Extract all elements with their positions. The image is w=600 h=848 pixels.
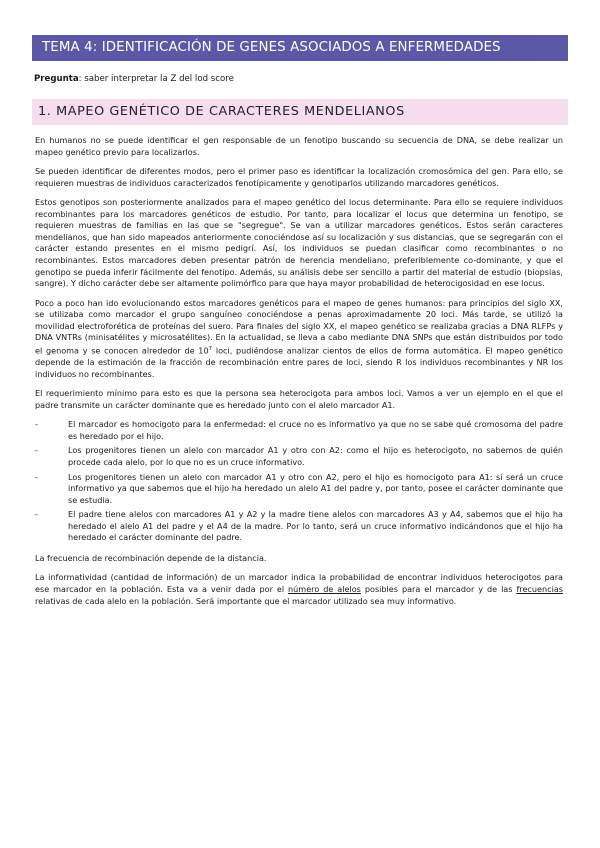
list-item-text: El marcador es homocigoto para la enfermedad: el cruce no es informativo ya que no se sabe qué cromosoma del padre es heredado por el hijo. <box>68 419 563 441</box>
section-heading-bar <box>32 99 568 125</box>
question-text: : saber interpretar la Z del lod score <box>78 74 234 84</box>
paragraph-informativity-part3: relativas de cada alelo en la población. Será importante que el marcador utilizado sea muy informativo. <box>35 595 457 606</box>
list-item <box>35 472 563 507</box>
topic-title: TEMA 4: IDENTIFICACIÓN DE GENES ASOCIADOS A ENFERMEDADES <box>42 40 501 55</box>
underlined-frequencies: frecuencias <box>516 584 563 595</box>
paragraph-marker-evolution-part1: Poco a poco han ido evolucionando estos marcadores genéticos para el mapeo de genes humanos: para principios del siglo XX, se utilizaba como marcador el grupo sanguíneo conociéndose a penas aproximadamente 20 loci. Más tarde, se utilizó la movilidad electroforética de proteínas del suero. Para finales del siglo XX, el mapeo genético se realizaba gracias a DNA RLFPs y DNA VNTRs (minisatélites y microsatélites). En la actualidad, se lleva a cabo mediante DNA SNPs que están distribuidos por todo el genoma y se conocen alrededor de 10 <box>35 297 563 356</box>
question-label: Pregunta <box>34 74 79 84</box>
list-item <box>35 445 563 468</box>
underlined-number-of-alleles: número de alelos <box>288 584 361 595</box>
document-body <box>35 135 563 615</box>
paragraph-identification: Se pueden identificar de diferentes modos, pero el primer paso es identificar la localización cromosómica del gen. Para ello, se requieren muestras de individuos caracterizados fenotípicamente y genotiparlos utilizando marcadores genéticos. <box>35 165 563 188</box>
paragraph-informativity-part2: posibles para el marcador y de las <box>360 584 517 595</box>
bullet-dash: - <box>35 445 38 456</box>
list-item <box>35 509 563 544</box>
list-item-text: Los progenitores tienen un alelo con marcador A1 y otro con A2, pero el hijo es homocigoto para A1: sí será un cruce informativo ya que sabemos que el hijo ha heredado un alelo A1 del padre y, por tanto, posee el carácter dominante que se estudia. <box>68 471 563 505</box>
bullet-dash: - <box>35 509 38 520</box>
paragraph-marker-evolution <box>35 298 563 381</box>
exponent: 7 <box>208 345 213 352</box>
cross-examples-list <box>35 419 563 544</box>
list-item <box>35 419 563 442</box>
section-heading: 1. MAPEO GENÉTICO DE CARACTERES MENDELIANOS <box>38 104 405 119</box>
bullet-dash: - <box>35 419 38 430</box>
paragraph-intro: En humanos no se puede identificar el gen responsable de un fenotipo buscando su secuencia de DNA, se debe realizar un mapeo genético previo para localizarlos. <box>35 135 563 157</box>
paragraph-genotypes: Estos genotipos son posteriormente analizados para el mapeo genético del locus determinante. Para ello se requiere individuos recombinantes para los marcadores genéticos de estudio. Por tanto, para localizar el locus que determina un fenotipo, se requieren muestras de familias en las que se "segregue". Se van a utilizar marcadores genéticos. Estos serán caracteres mendelianos, que han sido mapeados anteriormente conociéndose así su localización y sus distancias, que se segregarán con el carácter estando presentes en el mismo pedigrí. Así, los individuos se puedan clasificar como recombinantes o no recombinantes. Estos marcadores deben presentar patrón de herencia mendeliano, preferiblemente co-dominante, y que el genotipo se pueda inferir fácilmente del fenotipo. Además, su análisis debe ser sencillo a partir del material de estudio (biopsias, sangre). Y dicho carácter debe ser altamente polimórfico para que haya mayor probabilidad de heterocigosidad en ese locus. <box>35 196 563 289</box>
paragraph-informativity-part1: La informatividad (cantidad de información) de un marcador indica la probabilidad de encontrar individuos heterocigotos para ese marcador en la población. Esta va a venir dada por el <box>35 572 563 595</box>
bullet-dash: - <box>35 471 38 482</box>
paragraph-marker-evolution-part2: loci, pudiéndose analizar cientos de ellos de forma automática. El mapeo genético depende de la estimación de la fracción de recombinación entre pares de loci, siendo R los individuos recombinantes y NR los individuos no recombinantes. <box>35 345 563 379</box>
question-line <box>34 73 234 85</box>
list-item-text: Los progenitores tienen un alelo con marcador A1 y otro con A2: como el hijo es heterocigoto, no sabemos de quién procede cada alelo, por lo que no es un cruce informativo. <box>68 445 563 467</box>
paragraph-informativity <box>35 572 563 607</box>
paragraph-recombination-frequency: La frecuencia de recombinación depende de la distancia. <box>35 553 267 564</box>
paragraph-minimum-requirement: El requerimiento mínimo para esto es que la persona sea heterocigota para ambos loci. Vamos a ver un ejemplo en el que el padre transmite un carácter dominante que es heredado junto con el alelo marcador A1. <box>35 388 563 410</box>
list-item-text: El padre tiene alelos con marcadores A1 y A2 y la madre tiene alelos con marcadores A3 y A4, sabemos que el hijo ha heredado el alelo A1 del padre y el A4 de la madre. Por lo tanto, será un cruce informativo indicándonos que el hijo ha heredado el carácter dominante del padre. <box>68 509 563 543</box>
topic-title-bar <box>32 35 568 61</box>
